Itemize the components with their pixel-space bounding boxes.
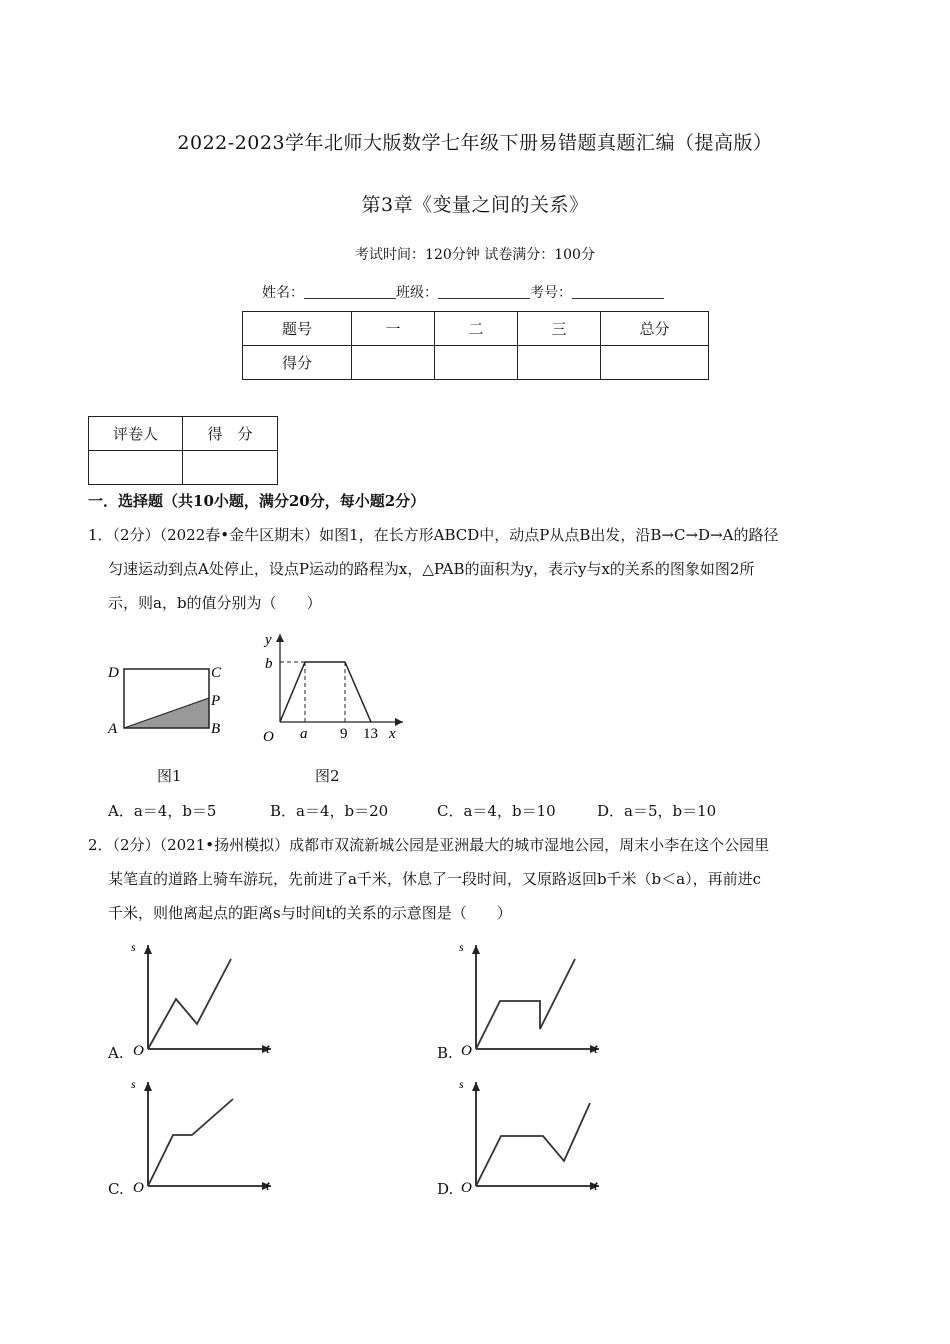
score-header-cell: 二 — [435, 312, 518, 346]
label-origin: O — [263, 729, 274, 745]
label-d: D — [108, 665, 119, 681]
triangle-pab — [124, 698, 209, 728]
number-blank[interactable] — [572, 284, 664, 299]
label-b-axis: b — [265, 656, 273, 672]
q2-line: 2．（2分）（2021•扬州模拟）成都市双流新城公园是亚洲最大的城市湿地公园，周末小李在这个公园里 — [88, 836, 770, 854]
q1-option-d[interactable]: D．a＝5，b＝10 — [597, 802, 717, 820]
grader-header-cell: 得 分 — [183, 417, 278, 451]
label-origin: O — [461, 1043, 472, 1059]
label-y: y — [265, 632, 272, 648]
label-origin: O — [133, 1043, 144, 1059]
grader-cell[interactable] — [89, 451, 183, 485]
label-9: 9 — [340, 726, 348, 742]
score-cell[interactable] — [352, 346, 435, 380]
label-t: t — [594, 1042, 598, 1057]
q1-option-c[interactable]: C．a＝4，b＝10 — [437, 802, 556, 820]
exam-info: 考试时间：120分钟 试卷满分：100分 — [355, 247, 595, 263]
q1-line: 1．（2分）（2022春•金牛区期末）如图1，在长方形ABCD中，动点P从点B出发，沿B→C→D→A的路径 — [88, 526, 779, 544]
q2-line: 千米，则他离起点的距离s与时间t的关系的示意图是（ ） — [108, 904, 512, 922]
score-table — [242, 311, 709, 380]
section-heading: 一．选择题（共10小题，满分20分，每小题2分） — [88, 492, 426, 510]
y-axis-arrow — [472, 1082, 480, 1091]
label-s: s — [459, 1077, 464, 1091]
label-origin: O — [461, 1180, 472, 1196]
score-header-cell: 三 — [518, 312, 601, 346]
q2-graph-a[interactable] — [125, 935, 280, 1060]
chapter-title: 第3章《变量之间的关系》 — [361, 194, 589, 216]
grader-header-cell: 评卷人 — [89, 417, 183, 451]
label-p: P — [211, 693, 221, 709]
graph-line — [148, 959, 231, 1049]
figure-2-graph — [255, 628, 405, 746]
q2-option-b-label[interactable]: B. — [437, 1044, 453, 1062]
question-2 — [88, 828, 878, 930]
x-axis-arrow — [395, 718, 403, 726]
label-x: x — [389, 726, 396, 742]
fig2-caption: 图2 — [315, 767, 340, 785]
student-info-line — [262, 282, 664, 302]
label-t: t — [266, 1042, 270, 1057]
label-a-axis: a — [300, 726, 308, 742]
y-axis-arrow — [276, 634, 284, 642]
score-row-label: 得分 — [243, 346, 352, 380]
q1-line: 匀速运动到点A处停止，设点P运动的路程为x，△PAB的面积为y，表示y与x的关系的图象如图2所 — [108, 560, 755, 578]
score-cell[interactable] — [601, 346, 709, 380]
class-blank[interactable] — [438, 284, 530, 299]
label-13: 13 — [363, 726, 378, 742]
score-header-cell: 总分 — [601, 312, 709, 346]
score-cell[interactable] — [518, 346, 601, 380]
q2-option-d-label[interactable]: D. — [437, 1180, 454, 1198]
q2-option-c-label[interactable]: C. — [108, 1180, 124, 1198]
class-label: 班级： — [396, 285, 438, 301]
label-s: s — [131, 1077, 136, 1091]
graph-line — [476, 959, 575, 1049]
number-label: 考号： — [530, 285, 572, 301]
fig1-caption: 图1 — [157, 767, 182, 785]
q1-option-a[interactable]: A．a＝4，b＝5 — [108, 802, 217, 820]
label-s: s — [459, 940, 464, 954]
question-1 — [88, 518, 878, 620]
q2-graph-d[interactable] — [453, 1072, 608, 1197]
score-cell[interactable] — [435, 346, 518, 380]
figure-1-rectangle — [100, 655, 235, 745]
graph-line — [476, 1103, 590, 1186]
label-b: B — [211, 721, 221, 737]
label-origin: O — [133, 1180, 144, 1196]
q2-graph-b[interactable] — [453, 935, 608, 1060]
q1-option-b[interactable]: B．a＝4，b＝20 — [270, 802, 389, 820]
y-axis-arrow — [144, 1082, 152, 1091]
label-c: C — [211, 665, 222, 681]
document-title: 2022-2023学年北师大版数学七年级下册易错题真题汇编（提高版） — [177, 132, 773, 154]
score-header-cell: 一 — [352, 312, 435, 346]
graph-line — [280, 662, 371, 722]
grader-table — [88, 416, 278, 485]
label-t: t — [594, 1179, 598, 1194]
q2-graph-c[interactable] — [125, 1072, 280, 1197]
q2-option-a-label[interactable]: A. — [108, 1044, 124, 1062]
label-s: s — [131, 940, 136, 954]
label-a: A — [108, 721, 118, 737]
score-header-cell: 题号 — [243, 312, 352, 346]
grader-cell[interactable] — [183, 451, 278, 485]
q2-line: 某笔直的道路上骑车游玩，先前进了a千米，休息了一段时间，又原路返回b千米（b＜a），再前进c — [108, 870, 761, 888]
q1-line: 示，则a，b的值分别为（ ） — [108, 594, 322, 612]
label-t: t — [266, 1179, 270, 1194]
graph-line — [148, 1099, 233, 1186]
y-axis-arrow — [472, 945, 480, 954]
name-label: 姓名： — [262, 285, 304, 301]
name-blank[interactable] — [304, 284, 396, 299]
y-axis-arrow — [144, 945, 152, 954]
